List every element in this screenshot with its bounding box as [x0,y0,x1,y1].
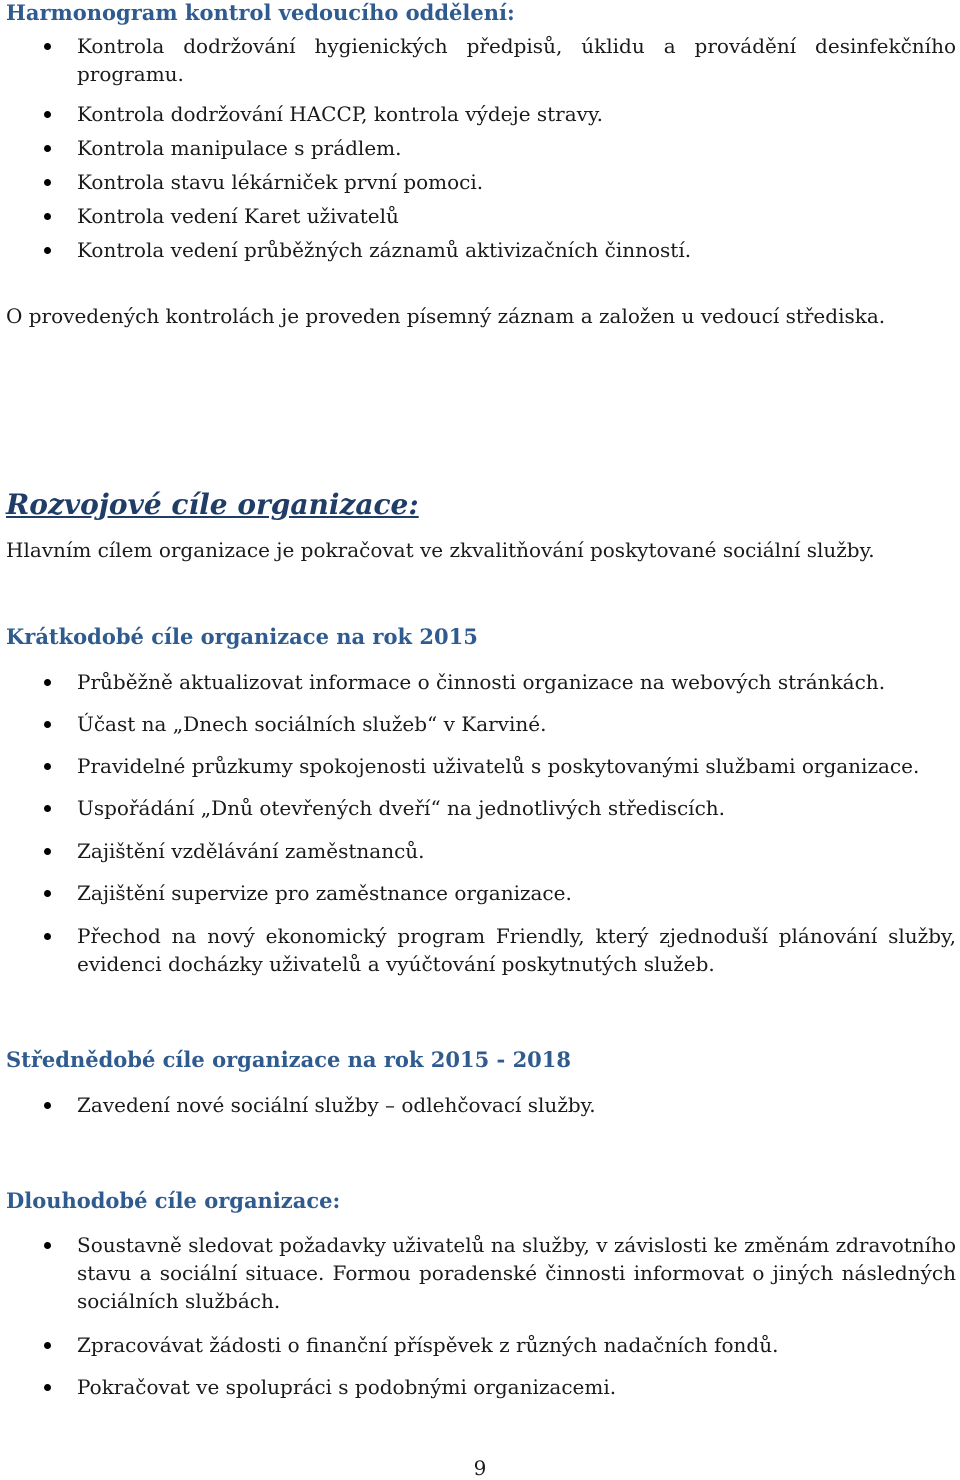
list-item-text: Kontrola dodržování hygienických předpisů, úklidu a provádění desinfekčního programu. [77,34,956,86]
list-item [44,668,956,696]
bullet-icon [44,145,51,152]
list-item [44,202,956,230]
list-item [44,794,956,822]
bullet-icon [44,933,51,940]
bullet-icon [44,111,51,118]
list-item-text: Účast na „Dnech sociálních služeb“ v Karviné. [77,712,547,736]
bullet-icon [44,1102,51,1109]
list-item [44,922,956,978]
list-item-text: Průběžně aktualizovat informace o činnosti organizace na webových stránkách. [77,670,886,694]
bullet-icon [44,848,51,855]
list-item-text: Zavedení nové sociální služby – odlehčovací služby. [77,1093,596,1117]
development-goals-heading: Rozvojové cíle organizace: [6,488,419,521]
list-item [44,100,956,128]
list-item-text: Zajištění supervize pro zaměstnance organizace. [77,881,572,905]
list-item-text: Kontrola stavu lékárniček první pomoci. [77,170,484,194]
list-item [44,710,956,738]
bullet-icon [44,1342,51,1349]
list-item [44,879,956,907]
list-item-text: Uspořádání „Dnů otevřených dveří“ na jednotlivých střediscích. [77,796,726,820]
bullet-icon [44,721,51,728]
list-item-text: Kontrola vedení průběžných záznamů aktivizačních činností. [77,238,692,262]
list-item-text: Kontrola vedení Karet uživatelů [77,204,399,228]
list-item [44,32,956,88]
list-item-text: Kontrola manipulace s prádlem. [77,136,402,160]
long-term-goals-heading: Dlouhodobé cíle organizace: [6,1188,341,1213]
list-item-text: Přechod na nový ekonomický program Friendly, který zjednoduší plánování služby, evidenci docházky uživatelů a vyúčtování poskytnutých služeb. [77,924,956,976]
list-item [44,752,956,780]
list-item-text: Pokračovat ve spolupráci s podobnými organizacemi. [77,1375,617,1399]
list-item [44,236,956,264]
list-item [44,1373,956,1401]
main-goal-text: Hlavním cílem organizace je pokračovat ve zkvalitňování poskytované sociální služby. [6,538,875,562]
bullet-icon [44,247,51,254]
list-item-text: Zajištění vzdělávání zaměstnanců. [77,839,425,863]
control-note: O provedených kontrolách je proveden písemný záznam a založen u vedoucí střediska. [6,304,886,328]
list-item [44,1331,956,1359]
list-item [44,168,956,196]
bullet-icon [44,679,51,686]
bullet-icon [44,1242,51,1249]
mid-term-goals-heading: Střednědobé cíle organizace na rok 2015 - 2018 [6,1047,572,1072]
list-item-text: Soustavně sledovat požadavky uživatelů na služby, v závislosti ke změnám zdravotního stavu a sociální situace. Formou poradenské činnosti informovat o jiných následných sociálních službách. [77,1233,956,1313]
harmonogram-heading: Harmonogram kontrol vedoucího oddělení: [6,0,515,25]
list-item-text: Pravidelné průzkumy spokojenosti uživatelů s poskytovanými službami organizace. [77,754,920,778]
list-item [44,134,956,162]
list-item [44,1231,956,1315]
short-term-goals-heading: Krátkodobé cíle organizace na rok 2015 [6,624,478,649]
bullet-icon [44,1384,51,1391]
list-item-text: Zpracovávat žádosti o finanční příspěvek z různých nadačních fondů. [77,1333,779,1357]
bullet-icon [44,763,51,770]
page-number: 9 [473,1456,487,1480]
bullet-icon [44,890,51,897]
bullet-icon [44,43,51,50]
list-item-text: Kontrola dodržování HACCP, kontrola výdeje stravy. [77,102,603,126]
bullet-icon [44,213,51,220]
list-item [44,1091,956,1119]
list-item [44,837,956,865]
bullet-icon [44,179,51,186]
bullet-icon [44,805,51,812]
